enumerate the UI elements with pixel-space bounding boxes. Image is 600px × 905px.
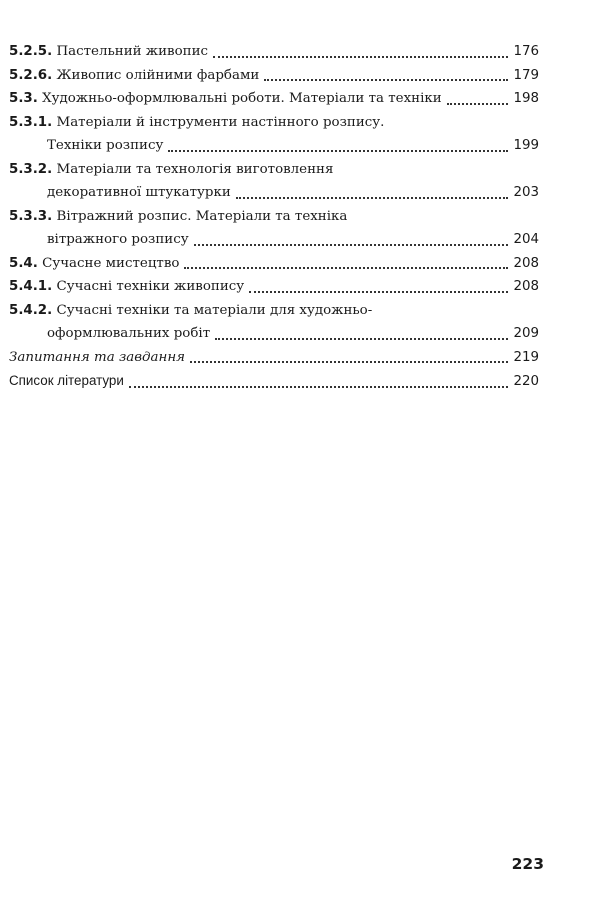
dot-leader bbox=[194, 243, 509, 246]
entry-page: 209 bbox=[513, 326, 539, 341]
entry-page: 219 bbox=[513, 349, 539, 365]
toc-entry-5-2-6[interactable] bbox=[9, 64, 539, 88]
entry-title: Пастельний живопис bbox=[56, 44, 208, 59]
toc-entry-questions[interactable] bbox=[9, 346, 539, 370]
entry-page: 179 bbox=[513, 67, 539, 83]
table-of-contents bbox=[9, 40, 539, 394]
entry-title-line1: Матеріали й інструменти настінного розпису. bbox=[56, 114, 385, 130]
toc-entry-5-4-1[interactable] bbox=[9, 275, 539, 299]
entry-page: 220 bbox=[513, 374, 539, 389]
toc-entry-5-4[interactable] bbox=[9, 252, 539, 276]
entry-title-line2: оформлювальних робіт bbox=[47, 326, 211, 341]
entry-page: 176 bbox=[513, 44, 539, 59]
entry-title-line2: Техніки розпису bbox=[47, 138, 164, 153]
toc-entry-5-3[interactable] bbox=[9, 87, 539, 111]
dot-leader bbox=[264, 78, 508, 81]
entry-page: 203 bbox=[513, 185, 539, 200]
dot-leader bbox=[184, 266, 508, 269]
entry-title-line1: Сучасні техніки та матеріали для художньо- bbox=[56, 302, 373, 318]
dot-leader bbox=[129, 385, 509, 388]
entry-page: 208 bbox=[513, 255, 539, 271]
toc-entry-5-3-1[interactable] bbox=[9, 111, 539, 158]
toc-entry-5-3-3[interactable] bbox=[9, 205, 539, 252]
dot-leader bbox=[236, 196, 509, 199]
toc-entry-5-2-5[interactable] bbox=[9, 40, 539, 64]
entry-title: Художньо-оформлювальні роботи. Матеріали та техніки bbox=[42, 91, 442, 106]
entry-number: 5.2.5. bbox=[9, 44, 53, 59]
toc-entry-5-3-2[interactable] bbox=[9, 158, 539, 205]
entry-title-line2: декоративної штукатурки bbox=[47, 185, 231, 200]
entry-number: 5.3.2. bbox=[9, 161, 53, 177]
dot-leader bbox=[447, 102, 509, 105]
entry-number: 5.4.2. bbox=[9, 302, 53, 318]
dot-leader bbox=[215, 337, 508, 340]
entry-title: Сучасне мистецтво bbox=[42, 255, 180, 271]
toc-entry-bibliography[interactable] bbox=[9, 369, 539, 394]
page-number: 223 bbox=[511, 855, 544, 873]
entry-title: Запитання та завдання bbox=[9, 349, 186, 365]
entry-title: Сучасні техніки живопису bbox=[56, 279, 245, 294]
entry-title: Живопис олійними фарбами bbox=[56, 67, 260, 83]
entry-title-line1: Вітражний розпис. Матеріали та техніка bbox=[56, 208, 348, 224]
entry-number: 5.3.3. bbox=[9, 208, 53, 224]
entry-number: 5.2.6. bbox=[9, 67, 53, 83]
entry-number: 5.3.1. bbox=[9, 114, 53, 130]
dot-leader bbox=[190, 360, 508, 363]
entry-title: Список літератури bbox=[9, 373, 124, 388]
entry-page: 198 bbox=[513, 91, 539, 106]
entry-title-line1: Матеріали та технологія виготовлення bbox=[56, 161, 334, 177]
entry-page: 208 bbox=[513, 279, 539, 294]
entry-page: 204 bbox=[513, 232, 539, 247]
entry-page: 199 bbox=[513, 138, 539, 153]
entry-title-line2: вітражного розпису bbox=[47, 232, 189, 247]
entry-number: 5.3. bbox=[9, 91, 38, 106]
dot-leader bbox=[213, 55, 508, 58]
entry-number: 5.4. bbox=[9, 255, 38, 271]
toc-entry-5-4-2[interactable] bbox=[9, 299, 539, 346]
dot-leader bbox=[168, 149, 508, 152]
dot-leader bbox=[249, 290, 508, 293]
entry-number: 5.4.1. bbox=[9, 279, 53, 294]
